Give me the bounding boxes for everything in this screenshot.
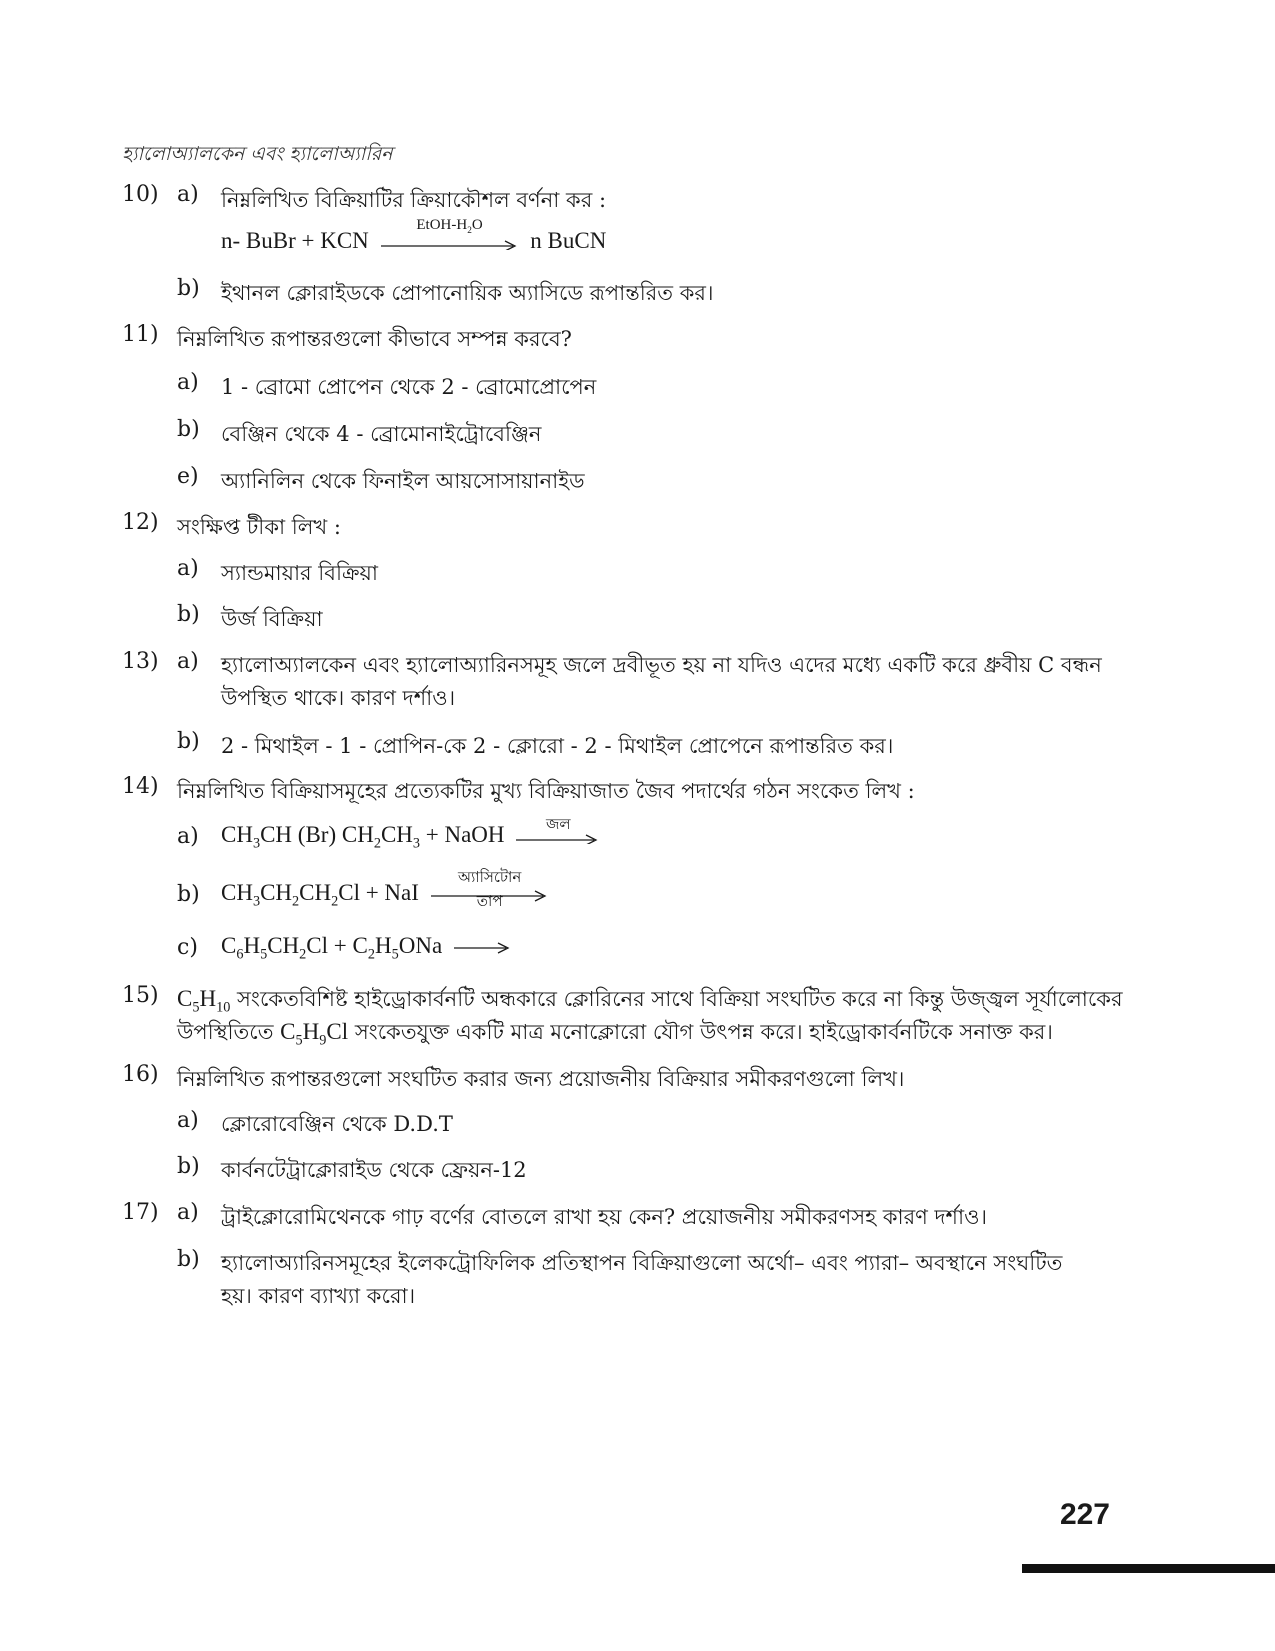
running-header: হ্যালোঅ্যালকেন এবং হ্যালোঅ্যারিন	[122, 143, 393, 165]
q16-item-text: ক্লোরোবেঞ্জিন থেকে D.D.T	[221, 1112, 453, 1136]
q14-a-label: a)	[177, 824, 199, 849]
question-number-10: 10)	[122, 182, 159, 207]
q12-item-text: স্যান্ডমায়ার বিক্রিয়া	[221, 561, 378, 585]
q11-item-text: বেঞ্জিন থেকে 4 - ব্রোমোনাইট্রোবেঞ্জিন	[221, 422, 542, 446]
q14-text: নিম্নলিখিত বিক্রিয়াসমূহের প্রত্যেকটির মুখ্য বিক্রিয়াজাত জৈব পদার্থের গঠন সংকেত লিখ :	[177, 779, 915, 803]
q10-b-label: b)	[177, 276, 200, 301]
q14-a-arrow	[516, 816, 600, 850]
q14-a-condition: জল	[545, 816, 571, 833]
q10-eq-arrow	[381, 216, 519, 256]
q10-eq-lhs: n- BuBr + KCN	[221, 228, 369, 253]
q14-c-label: c)	[177, 935, 198, 960]
reaction-arrow-icon	[381, 236, 519, 250]
q17-a-text: ট্রাইক্লোরোমিথেনকে গাঢ় বর্ণের বোতলে রাখা হয় কেন? প্রয়োজনীয় সমীকরণসহ কারণ দর্শাও।	[221, 1205, 988, 1229]
q12-item-label: b)	[177, 602, 200, 627]
q12-item-text: উর্জ বিক্রিয়া	[221, 607, 323, 631]
q10-a-label: a)	[177, 182, 199, 207]
page-number: 227	[1059, 1498, 1110, 1531]
q15-line2: উপস্থিতিতে $C_5H_9Cl$ সংকেতযুক্ত একটি মাত্র মনোক্লোরো যৌগ উৎপন্ন করে। হাইড্রোকার্বনটিকে সনাক্ত কর।	[177, 1019, 1053, 1049]
q13-a-line2: উপস্থিত থাকে। কারণ দর্শাও।	[221, 686, 456, 710]
question-number-16: 16)	[122, 1062, 159, 1087]
q14-c-arrow	[454, 935, 512, 961]
q17-a-label: a)	[177, 1200, 199, 1225]
question-number-15: 15)	[122, 983, 159, 1008]
q12-item-label: a)	[177, 556, 199, 581]
q10-eq-condition: EtOH-$H_2O$	[416, 216, 483, 236]
q11-item-text: 1 - ব্রোমো প্রোপেন থেকে 2 - ব্রোমোপ্রোপেন	[221, 375, 597, 399]
q14-b-label: b)	[177, 882, 200, 907]
q17-b-label: b)	[177, 1247, 200, 1272]
q11-item-label: a)	[177, 370, 199, 395]
question-number-11: 11)	[122, 322, 159, 347]
q14-b-condition-bottom: তাপ	[476, 893, 503, 910]
q11-item-label: b)	[177, 417, 200, 442]
q13-b-label: b)	[177, 729, 200, 754]
q11-item-text: অ্যানিলিন থেকে ফিনাইল আয়সোসায়ানাইড	[221, 469, 585, 493]
q14-c-equation: $C_6H_5CH_2Cl + C_2H_5ONa$	[221, 933, 518, 964]
q14-b-arrow	[431, 869, 549, 910]
q13-b-text: 2 - মিথাইল - 1 - প্রোপিন-কে 2 - ক্লোরো - 2 - মিথাইল প্রোপেনে রূপান্তরিত কর।	[221, 734, 894, 758]
q16-item-label: a)	[177, 1108, 199, 1133]
q13-a-line1: হ্যালোঅ্যালকেন এবং হ্যালোঅ্যারিনসমূহ জলে দ্রবীভূত হয় না যদিও এদের মধ্যে একটি করে ধ্রুবীয় C বন্ধন	[221, 653, 1102, 677]
q16-item-text: কার্বনটেট্রাক্লোরাইড থেকে ফ্রেয়ন-12	[221, 1158, 527, 1182]
q10-b-text: ইথানল ক্লোরাইডকে প্রোপানোয়িক অ্যাসিডে রূপান্তরিত কর।	[221, 281, 714, 305]
footer-rule	[1022, 1564, 1275, 1573]
question-number-13: 13)	[122, 649, 159, 674]
q10-equation	[221, 216, 607, 256]
q12-text: সংক্ষিপ্ত টীকা লিখ :	[177, 515, 341, 539]
q17-b-line2: হয়। কারণ ব্যাখ্যা করো।	[221, 1284, 416, 1308]
question-number-14: 14)	[122, 774, 159, 799]
q17-b-line1: হ্যালোঅ্যারিনসমূহের ইলেকট্রোফিলিক প্রতিস্থাপন বিক্রিয়াগুলো অর্থো– এবং প্যারা– অবস্থানে সংঘটিত	[221, 1251, 1063, 1275]
question-number-17: 17)	[122, 1200, 159, 1225]
q14-b-equation: $CH_3CH_2CH_2Cl$ + NaI অ্যাসিটোন তাপ	[221, 880, 555, 911]
q11-item-label: e)	[177, 464, 199, 489]
q11-text: নিম্নলিখিত রূপান্তরগুলো কীভাবে সম্পন্ন করবে?	[177, 327, 572, 351]
q14-a-equation: $CH_3CH$ (Br) $CH_2CH_3$ + NaOH জল	[221, 822, 606, 853]
question-number-12: 12)	[122, 510, 159, 535]
q13-a-label: a)	[177, 649, 199, 674]
q14-b-condition-top: অ্যাসিটোন	[457, 869, 522, 886]
q16-text: নিম্নলিখিত রূপান্তরগুলো সংঘটিত করার জন্য প্রয়োজনীয় বিক্রিয়ার সমীকরণগুলো লিখ।	[177, 1067, 905, 1091]
q15-formula-c5h9cl: $C_5H_9Cl$	[280, 1019, 349, 1049]
q15-formula-c5h10: $C_5H_{10}$	[177, 986, 231, 1016]
reaction-arrow-icon	[454, 941, 512, 955]
q16-item-label: b)	[177, 1154, 200, 1179]
q15-line1: $C_5H_{10}$ সংকেতবিশিষ্ট হাইড্রোকার্বনটি অন্ধকারে ক্লোরিনের সাথে বিক্রিয়া সংঘটিত করে না কিন্তু উজ্জ্বল সূর্যালোকের	[177, 986, 1123, 1016]
q10-eq-rhs: n BuCN	[530, 228, 607, 253]
q10-a-text: নিম্নলিখিত বিক্রিয়াটির ক্রিয়াকৌশল বর্ণনা কর :	[221, 188, 607, 212]
